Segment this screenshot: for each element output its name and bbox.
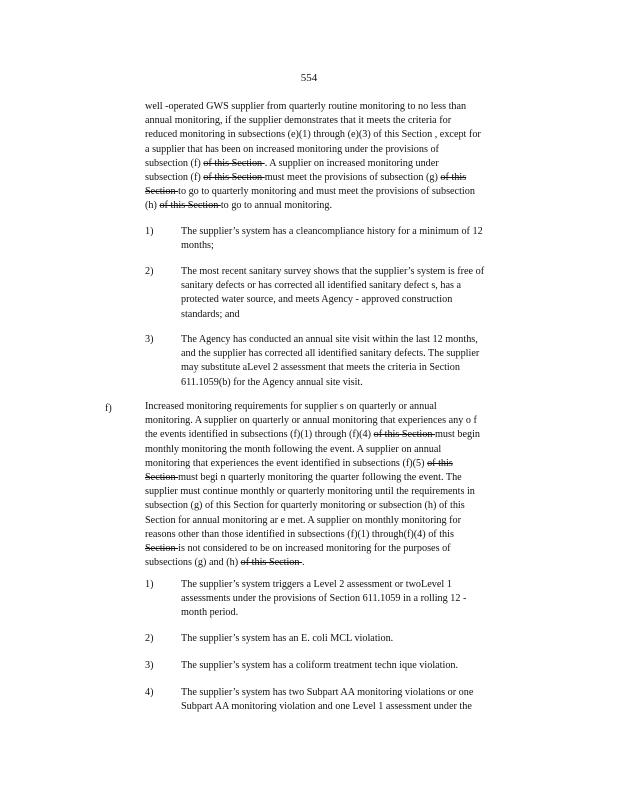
f-item-line	[181, 700, 541, 714]
e-item-text	[181, 333, 541, 390]
f-item-text	[181, 632, 541, 646]
e-item-line	[181, 361, 541, 375]
subsection-f-label: f)	[105, 403, 112, 414]
f-para-line	[145, 556, 540, 570]
struck-text: of this Section	[203, 172, 265, 184]
e-item-line	[181, 347, 541, 361]
f-para-line	[145, 471, 540, 485]
text-run: months;	[181, 240, 214, 252]
f-item-number: 4)	[145, 687, 154, 698]
text-run: (h)	[145, 200, 160, 212]
e-item-line	[181, 376, 541, 390]
text-run: .	[302, 557, 305, 569]
text-run: a supplier that has been on increased monitoring under the provisions of	[145, 143, 439, 155]
text-run: sanitary defects or has corrected all identified sanitary defect s, has a	[181, 280, 462, 292]
text-run: must begin	[435, 429, 480, 441]
f-item-line	[181, 686, 541, 700]
intro-line	[145, 157, 540, 171]
text-run: The supplier’s system triggers a Level 2 assessment or twoLevel 1	[181, 579, 452, 590]
text-run: is not considered to be on increased monitoring for the purposes of	[178, 543, 451, 555]
f-item-line	[181, 578, 541, 592]
text-run: to go to annual monitoring.	[220, 200, 333, 212]
struck-text: of this Section	[203, 157, 265, 169]
text-run: may substitute aLevel 2 assessment that meets the criteria in Section	[181, 362, 460, 374]
e-item-number: 1)	[145, 226, 154, 237]
intro-line	[145, 100, 540, 114]
text-run: monitoring. A supplier on quarterly or annual monitoring that experiences any o f	[145, 415, 477, 427]
text-run: monthly monitoring the month following the event. A supplier on annual	[145, 443, 442, 455]
struck-text: Section	[145, 472, 179, 484]
text-run: subsection (f)	[145, 157, 204, 169]
f-para-line	[145, 414, 540, 428]
struck-text: Section	[145, 186, 179, 198]
f-item-number: 2)	[145, 633, 154, 644]
text-run: standards; and	[181, 308, 240, 320]
text-run: Subpart AA monitoring violation and one Level 1 assessment under the	[181, 701, 472, 713]
f-item-line	[181, 659, 541, 673]
text-run: Section for annual monitoring ar e met. A supplier on monthly monitoring for	[145, 514, 462, 526]
text-run: month period.	[181, 607, 239, 619]
f-item-text	[181, 659, 541, 673]
intro-line	[145, 143, 540, 157]
text-run: subsections (g) and (h)	[145, 557, 241, 569]
text-run: and the supplier has corrected all identified sanitary defects. The supplier	[181, 348, 480, 360]
f-para-line	[145, 499, 540, 513]
page-number: 554	[300, 72, 318, 84]
f-para-line	[145, 443, 540, 457]
f-item-line	[181, 606, 541, 620]
text-run: subsection (g) of this Section for quarterly monitoring or subsection (h) of this	[145, 500, 465, 512]
f-para-line	[145, 542, 540, 556]
e-item-number: 2)	[145, 266, 154, 277]
e-item-line	[181, 293, 541, 307]
f-para-line	[145, 514, 540, 528]
intro-paragraph	[145, 100, 540, 214]
text-run: reduced monitoring in subsections (e)(1) through (e)(3) of this Section , except for	[145, 129, 481, 141]
text-run: 611.1059(b) for the Agency annual site visit.	[181, 376, 363, 388]
f-item-line	[181, 632, 541, 646]
text-run: The supplier’s system has a cleancompliance history for a minimum of 12	[181, 226, 483, 237]
struck-text: of this Section	[373, 429, 435, 441]
intro-line	[145, 171, 540, 185]
text-run: . A supplier on increased monitoring under	[264, 157, 439, 169]
f-item-text	[181, 578, 541, 621]
e-item-line	[181, 333, 541, 347]
text-run: protected water source, and meets Agency - approved construction	[181, 294, 453, 306]
f-para-line	[145, 428, 540, 442]
text-run: well -operated GWS supplier from quarterly routine monitoring to no less than	[145, 101, 467, 112]
f-item-line	[181, 592, 541, 606]
e-item-line	[181, 265, 541, 279]
text-run: The most recent sanitary survey shows that the supplier’s system is free of	[181, 266, 485, 277]
e-item-text	[181, 225, 541, 253]
struck-text: Section	[145, 543, 179, 555]
e-item-line	[181, 239, 541, 253]
intro-line	[145, 199, 540, 213]
text-run: assessments under the provisions of Section 611.1059 in a rolling 12 -	[181, 593, 467, 605]
struck-text: of this	[427, 457, 453, 469]
struck-text: of this	[440, 172, 467, 184]
e-item-line	[181, 225, 541, 239]
text-run: The Agency has conducted an annual site visit within the last 12 months,	[181, 334, 478, 345]
e-item-number: 3)	[145, 334, 154, 345]
struck-text: of this Section	[159, 200, 221, 212]
e-item-text	[181, 265, 541, 322]
text-run: must begi n quarterly monitoring the quarter following the event. The	[178, 472, 462, 484]
text-run: to go to quarterly monitoring and must meet the provisions of subsection	[178, 186, 475, 198]
f-para-line	[145, 528, 540, 542]
text-run: supplier must continue monthly or quarterly monitoring until the requirements in	[145, 486, 475, 498]
subsection-f-paragraph	[145, 400, 540, 570]
intro-line	[145, 114, 540, 128]
e-item-line	[181, 308, 541, 322]
struck-text: of this Section	[240, 557, 303, 569]
text-run: The supplier’s system has two Subpart AA monitoring violations or one	[181, 687, 474, 698]
f-para-line	[145, 400, 540, 414]
intro-line	[145, 128, 540, 142]
text-run: the events identified in subsections (f)(1) through (f)(4)	[145, 429, 374, 441]
f-item-number: 1)	[145, 579, 154, 590]
f-para-line	[145, 485, 540, 499]
text-run: monitoring that experiences the event identified in subsections (f)(5)	[145, 457, 428, 469]
e-item-line	[181, 279, 541, 293]
text-run: reasons other than those identified in subsections (f)(1) through(f)(4) of this	[145, 528, 454, 540]
text-run: must meet the provisions of subsection (g)	[264, 172, 441, 184]
text-run: The supplier’s system has a coliform treatment techn ique violation.	[181, 660, 459, 671]
text-run: The supplier’s system has an E. coli MCL violation.	[181, 633, 394, 644]
f-para-line	[145, 457, 540, 471]
intro-line	[145, 185, 540, 199]
text-run: subsection (f)	[145, 172, 204, 184]
text-run: Increased monitoring requirements for supplier s on quarterly or annual	[145, 401, 437, 412]
text-run: annual monitoring, if the supplier demonstrates that it meets the criteria for	[145, 115, 452, 127]
f-item-text	[181, 686, 541, 714]
f-item-number: 3)	[145, 660, 154, 671]
